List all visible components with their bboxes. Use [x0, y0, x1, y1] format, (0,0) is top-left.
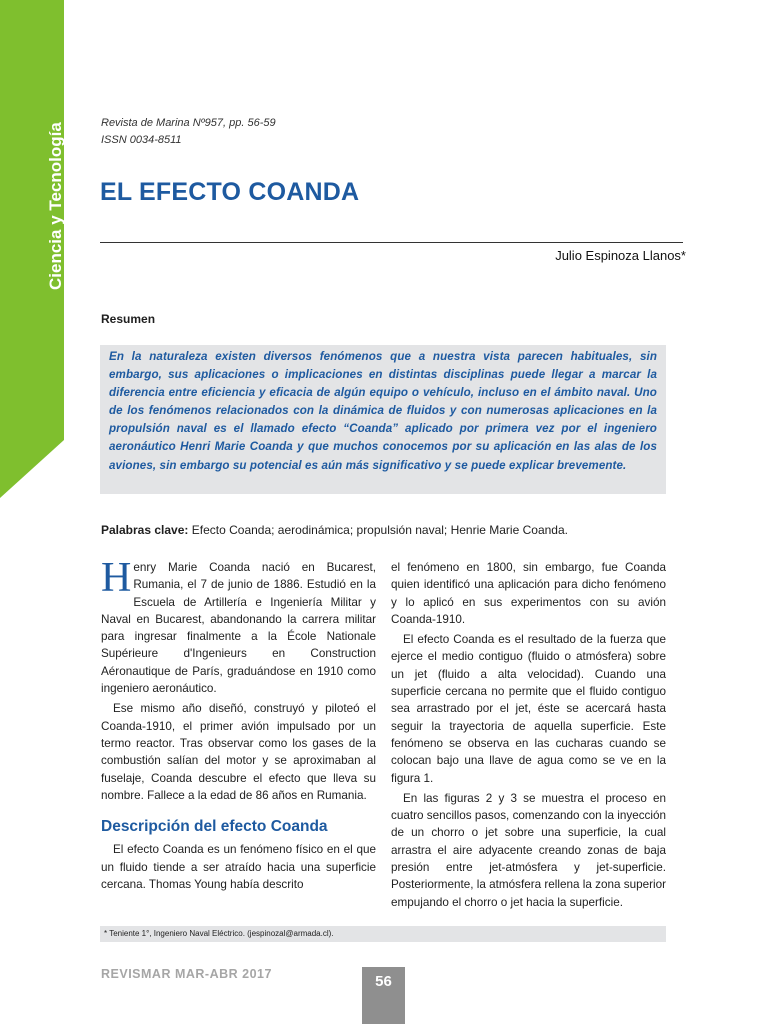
- article-author: Julio Espinoza Llanos*: [555, 248, 686, 263]
- section-label: Ciencia y Tecnología: [46, 122, 65, 290]
- abstract-heading: Resumen: [101, 312, 156, 326]
- section-heading: Descripción del efecto Coanda: [101, 818, 328, 836]
- abstract-text: En la naturaleza existen diversos fenómenos que a nuestra vista parecen habituales, sin embargo, sus aplicaciones o implicaciones en distintas disciplinas puede llegar a marcar la diferencia entre eficiencia y eficacia de algún equipo o vehículo, incluso en el ámbito naval. Uno de los fenómenos relacionados con la dinámica de fluidos y con numerosas aplicaciones en la propulsión naval es el llamado efecto “Coanda” aplicado por primera vez por el ingeniero aeronáutico Henri Marie Coanda y que muchos conocemos por su aplicación en las alas de los aviones, sin embargo su potencial es aún más significativo y se puede explicar brevemente.: [109, 350, 657, 472]
- paragraph: el fenómeno en 1800, sin embargo, fue Coanda quien identificó una aplicación para dicho fenómeno y lo aplicó en sus experimentos con su avión Coanda-1910.: [391, 561, 666, 626]
- article-title: EL EFECTO COANDA: [100, 178, 360, 206]
- paragraph-intro: [101, 555, 376, 697]
- keywords-label: Palabras clave:: [101, 523, 189, 537]
- page-number-box: [362, 967, 405, 1024]
- journal-footer: REVISMAR MAR-ABR 2017: [101, 967, 272, 981]
- paragraph: El efecto Coanda es el resultado de la fuerza que ejerce el medio contiguo (fluido o atmósfera) sobre un jet (fluido a alta velocidad). Cuando una superficie cercana no permite que el fluido contiguo sea arrastrado por el jet, éste se acercará hasta seguir la trayectoria de aquella superficie. Este fenómeno se observa en las cucharas cuando se colocan bajo una llave de agua como se ve en la figura 1.: [391, 633, 666, 785]
- citation: [101, 115, 276, 149]
- paragraph: El efecto Coanda es un fenómeno físico en el que un fluido tiende a ser atraído hacia una superficie cercana. Thomas Young había descrito: [101, 843, 376, 892]
- drop-cap: H: [101, 555, 132, 601]
- column-left: [101, 555, 376, 893]
- page-number: 56: [375, 973, 392, 990]
- paragraph: Ese mismo año diseñó, construyó y piloteó el Coanda-1910, el primer avión impulsado por un termo reactor. Tras observar como los gases de la combustión salían del motor y se aproximaban al fuselaje, Coanda descubre el efecto que lleva su nombre. Fallece a la edad de 86 años en Rumania.: [101, 702, 376, 802]
- citation-journal: Revista de Marina Nº957, pp. 56-59: [101, 117, 276, 129]
- keywords: [101, 523, 568, 537]
- keywords-text: Efecto Coanda; aerodinámica; propulsión naval; Henrie Marie Coanda.: [191, 523, 568, 537]
- author-footnote: * Teniente 1°, Ingeniero Naval Eléctrico. (jespinozal@armada.cl).: [100, 926, 666, 942]
- abstract-box: [100, 345, 666, 494]
- citation-issn: ISSN 0034-8511: [101, 134, 182, 146]
- paragraph-intro-text: enry Marie Coanda nació en Bucarest, Rumania, el 7 de junio de 1886. Estudió en la Escuela de Artillería e Ingeniería Militar y Naval en Bucarest, abandonando la carrera militar para ingresar finalmente a la École Nationale Supérieure d'Ingenieurs en Construction Aéronautique de París, graduándose en 1910 como ingeniero aeronáutico.: [101, 561, 376, 696]
- title-divider: [100, 242, 683, 243]
- column-right: [391, 559, 666, 911]
- paragraph: En las figuras 2 y 3 se muestra el proceso en cuatro sencillos pasos, comenzando con la inyección de un chorro o jet sobre una superficie, la cual arrastra el aire adyacente creando zonas de baja presión entre jet-atmósfera y jet-superficie. Posteriormente, la atmósfera rellena la zona superior empujando el chorro o jet hacia la superficie.: [391, 791, 666, 909]
